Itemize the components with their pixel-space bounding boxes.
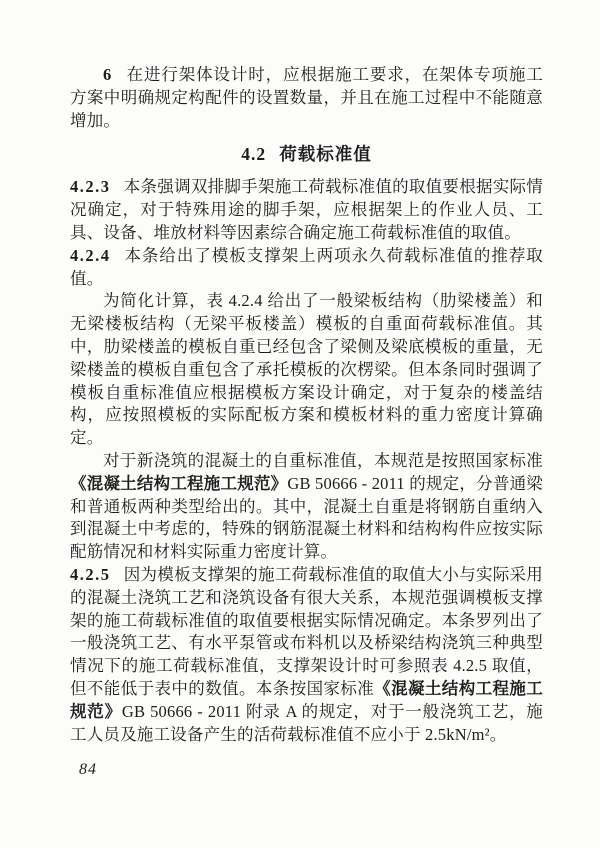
clause-4-2-3-paragraph [70,176,543,244]
clause-4-2-5-paragraph [70,564,543,746]
paragraph-formwork-selfweight [70,290,543,450]
clause-4-2-3-text: 本条强调双排脚手架施工荷载标准值的取值要根据实际情况确定，对于特殊用途的脚手架，应根据架上的作业人员、工具、设备、堆放材料等因素综合确定施工荷载标准值的取值。 [70,177,543,242]
clause-4-2-5-number: 4.2.5 [70,564,111,584]
clause-6-number: 6 [103,65,113,84]
book-title-concrete-code: 《混凝土结构工程施工规范》 [70,474,288,493]
clause-4-2-4-number: 4.2.4 [70,245,111,265]
paragraph-concrete-lead-text: 对于新浇筑的混凝土的自重标准值，本规范是按照国家标准 [103,450,543,470]
section-heading-number: 4.2 [241,144,267,165]
paragraph-formwork-selfweight-text: 为简化计算，表 4.2.4 给出了一般梁板结构（肋梁楼盖）和无梁楼板结构（无梁平板楼盖）模板的自重面荷载标准值。其中，肋梁楼盖的模板自重已经包含了梁侧及梁底模板的重量，无梁楼盖的模板自重包含了承托模板的次楞梁。但本条同时强调了模板自重标准值应根据模板方案设计确定，对于复杂的楼盖结构，应按照模板的实际配板方案和模板材料的重力密度计算确定。 [70,291,543,448]
clause-4-2-3-number: 4.2.3 [70,177,111,197]
clause-4-2-4-text: 本条给出了模板支撑架上两项永久荷载标准值的推荐取值。 [70,245,543,288]
clause-4-2-5-lead-text: 因为模板支撑架的施工荷载标准值的取值大小与实际采用的混凝土浇筑工艺和浇筑设备有很大关系，本规范强调模板支撑架的施工荷载标准值的取值要根据实际情况确定。本条罗列出了一般浇筑工艺、有水平泵管或布料机以及桥梁结构浇筑三种典型情况下的施工荷载标准值，支撑架设计时可参照表 4.2.5 取值，但不能低于表中的数值。本条按国家标准 [70,564,543,698]
clause-6-paragraph [70,64,543,132]
section-heading [70,142,543,166]
clause-4-2-4-paragraph [70,245,543,291]
paragraph-concrete-rest-text: GB 50666 - 2011 的规定，分普通梁和普通板两种类型给出的。其中，混凝土自重是将钢筋自重纳入到混凝土中考虑的，特殊的钢筋混凝土材料和结构构件应按实际配筋情况和材料实际重力密度计算。 [70,473,543,562]
section-heading-title: 荷载标准值 [279,144,372,165]
paragraph-concrete-selfweight [70,450,543,564]
clause-6-text: 在进行架体设计时，应根据施工要求，在架体专项施工方案中明确规定构配件的设置数量，并且在施工过程中不能随意增加。 [70,65,543,130]
book-title-concrete-code: 《混凝土结构工程施工规范》 [70,679,544,721]
clause-4-2-5-rest-text: GB 50666 - 2011 附录 A 的规定，对于一般浇筑工艺，施工人员及施工设备产生的活荷载标准值不应小于 2.5kN/m²。 [70,701,544,744]
page-number: 84 [79,761,97,779]
